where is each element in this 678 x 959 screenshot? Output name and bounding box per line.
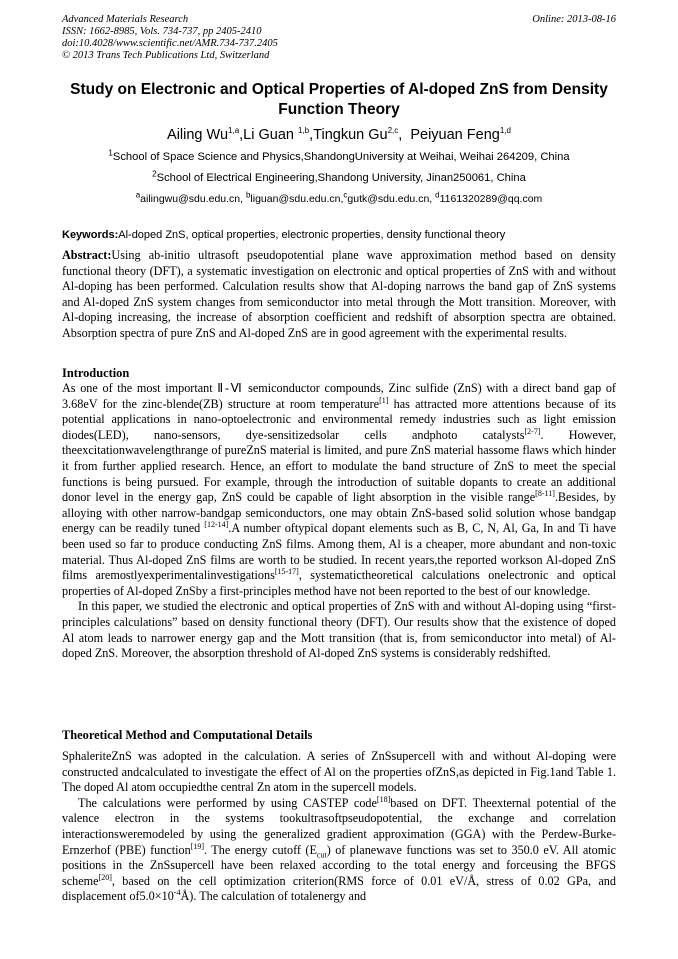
author-emails bbox=[62, 192, 616, 206]
email-sup: b bbox=[245, 190, 251, 200]
paper-title: Study on Electronic and Optical Properties of Al-doped ZnS from Density Function Theory bbox=[70, 81, 608, 118]
citation: [19] bbox=[190, 841, 205, 851]
section-heading-theory: Theoretical Method and Computational Details bbox=[62, 728, 313, 742]
author-name: Peiyuan Feng bbox=[410, 127, 500, 143]
abstract bbox=[62, 248, 616, 342]
text-run: . However, theexcitationwavelengthrange of pureZnS material is limited, and pure ZnS material hassome flaws which hinder it from further applied research. Hence, an effort to modulate the band structure of ZnS to meet the special functions is being pursued. For example, through the introduction of suitable dopants to create an additional donor level in the energy gap, ZnS could be capable of light absorption in the visible range bbox=[62, 427, 616, 505]
author-list: Ailing Wu$^{1,a}$,Li Guan $^{1,b}$,Tingkun Gu$^{2,c}$, Peiyuan Feng$^{1,d}$ bbox=[167, 126, 511, 143]
text-run: ) of planewave functions was set to 350.0 eV. All atomic positions in the ZnSsupercell have been relaxed according to the total energy and forceusing the BFGS scheme bbox=[62, 842, 616, 888]
citation: [12-14] bbox=[204, 520, 229, 530]
intro-paragraph-1 bbox=[62, 381, 616, 599]
text-run: As one of the most important Ⅱ-Ⅵ semiconductor compounds, Zinc sulfide (ZnS) with a direct band gap of 3.68eV for the zinc-blende(ZB) structure at room temperature bbox=[62, 381, 616, 411]
text-run: Å). The calculation of totalenergy and bbox=[180, 889, 367, 904]
journal-issn: ISSN: 1662-8985, Vols. 734-737, pp 2405-2410 bbox=[62, 26, 262, 37]
affiliation-text: School of Electrical Engineering,Shandong University, Jinan250061, China bbox=[156, 172, 526, 184]
affiliation bbox=[62, 171, 616, 185]
email-link[interactable]: gutk@sdu.edu.cn, bbox=[347, 193, 436, 205]
citation: [18] bbox=[376, 794, 391, 804]
journal-header bbox=[62, 14, 616, 62]
abstract-text: Using ab-initio ultrasoft pseudopotential plane wave approximation method based on density functional theory (DFT), a systematic investigation on electronic and optical properties of ZnS with and without Al-doping has been performed. Calculation results show that Al-doping narrows the band gap of ZnS systems and Al-doped ZnS system changes from semiconductor into metal through the Mott transition. Moreover, with Al-doping increasing, the increase of absorption coefficient and redshift of absorption spectra are obtained. Absorption spectra of pure ZnS and Al-doped ZnS are in good agreement with the experimental results. bbox=[62, 248, 616, 340]
email-link[interactable]: ailingwu@sdu.edu.cn, bbox=[140, 193, 246, 205]
citation: [2-7] bbox=[524, 426, 541, 436]
email-sup: c bbox=[343, 190, 348, 200]
email-link[interactable]: liguan@sdu.edu.cn, bbox=[250, 193, 344, 205]
affiliation-sup: 2 bbox=[152, 169, 157, 179]
keywords-label: Keywords: bbox=[62, 229, 119, 241]
theory-paragraph-2 bbox=[62, 796, 616, 905]
keywords bbox=[62, 228, 616, 242]
author-sup: 1,b bbox=[298, 126, 310, 136]
affiliation-sup: 1 bbox=[108, 148, 113, 158]
author-sup: 2,c bbox=[387, 126, 399, 136]
keywords-text: Al-doped ZnS, optical properties, electronic properties, density functional theory bbox=[118, 229, 506, 241]
author-sup: 1,a bbox=[228, 126, 240, 136]
text-run: based on DFT. Theexternal potential of the valence electron in the systems tookultrasoftpseudopotential, the exchange and correlation interactionsweremodeled by using the generalized gradient approximation (GGA) with the Perdew-Burke-Ernzerhof (PBE) function bbox=[62, 795, 616, 857]
abstract-label: Abstract: bbox=[62, 248, 112, 262]
author-sup: 1,d bbox=[499, 126, 511, 136]
email-link[interactable]: 1161320289@qq.com bbox=[439, 193, 543, 205]
citation: [15-17] bbox=[274, 567, 299, 577]
text-run: .A number oftypical dopant elements such as B, C, N, Al, Ga, In and Ti have been used so far to produce conducting ZnS films. Among them, Al is a cheaper, more abundant and non-toxic material. Thus Al-doped ZnS films are worth to be studied. In recent years,the reported workson Al-doped ZnS films aremostlyexperimentalinvestigations bbox=[62, 521, 616, 583]
author-name: Ailing Wu bbox=[167, 127, 229, 143]
online-date: Online: 2013-08-16 bbox=[532, 14, 616, 25]
theory-paragraph-1: SphaleriteZnS was adopted in the calculation. A series of ZnSsupercell with and without Al-doping were constructed andcalculated to investigate the effect of Al on the properties ofZnS,as depicted in Fig.1and Table 1. The doped Al atom occupiedthe central Zn atom in the supercell models. bbox=[62, 749, 616, 795]
citation: [8-11] bbox=[535, 489, 555, 499]
journal-name: Advanced Materials Research bbox=[62, 14, 189, 25]
citation: [1] bbox=[379, 395, 389, 405]
text-run: . The energy cutoff (E bbox=[204, 842, 317, 857]
email-sup: a bbox=[135, 190, 141, 200]
text-run: The calculations were performed by using CASTEP code bbox=[78, 795, 377, 810]
affiliation-text: School of Space Science and Physics,ShandongUniversity at Weihai, Weihai 264209, China bbox=[112, 151, 570, 163]
citation: [20] bbox=[98, 872, 112, 882]
affiliation bbox=[62, 150, 616, 164]
text-run: , systematictheoretical calculations onelectronic and optical properties of Al-doped ZnSby a first-principles method have not been reported to the best of our knowledge. bbox=[62, 568, 616, 598]
theory-body bbox=[62, 749, 616, 905]
superscript: -4 bbox=[173, 888, 181, 898]
subscript: cut bbox=[316, 850, 327, 859]
email-sup: d bbox=[435, 190, 440, 200]
author-name: Tingkun Gu bbox=[313, 127, 388, 143]
journal-copyright: © 2013 Trans Tech Publications Ltd, Switzerland bbox=[62, 50, 270, 61]
text-run: .Besides, by alloying with other narrow-bandgap semiconductors, one may obtain ZnS-based solid solution whose bandgap energy can be readily tuned bbox=[62, 490, 616, 536]
introduction-body bbox=[62, 381, 616, 662]
intro-paragraph-2: In this paper, we studied the electronic and optical properties of ZnS with and without Al-doping using “first-principles calculations” based on density functional theory (DFT). Our results show that the existence of doped Al atom leads to narrower energy gap and the Mott transition (that is, from semiconductor into metal) of Al-doped ZnS. Moreover, the absorption threshold of Al-doped ZnS systems is considerably redshifted. bbox=[62, 599, 616, 661]
section-heading-introduction: Introduction bbox=[62, 366, 130, 380]
text-run: has attracted more attentions because of its potential applications in nano-optoelectronic and environmental remedy industries such as light emission diodes(LED), nano-sensors, dye-sensitizedsolar cells andphoto catalysts bbox=[62, 396, 616, 442]
author-name: Li Guan bbox=[243, 127, 294, 143]
journal-doi: doi:10.4028/www.scientific.net/AMR.734-737.2405 bbox=[62, 38, 278, 49]
text-run: , based on the cell optimization criterion(RMS force of 0.01 eV/Å, stress of 0.02 GPa, and displacement of5.0×10 bbox=[62, 873, 616, 904]
